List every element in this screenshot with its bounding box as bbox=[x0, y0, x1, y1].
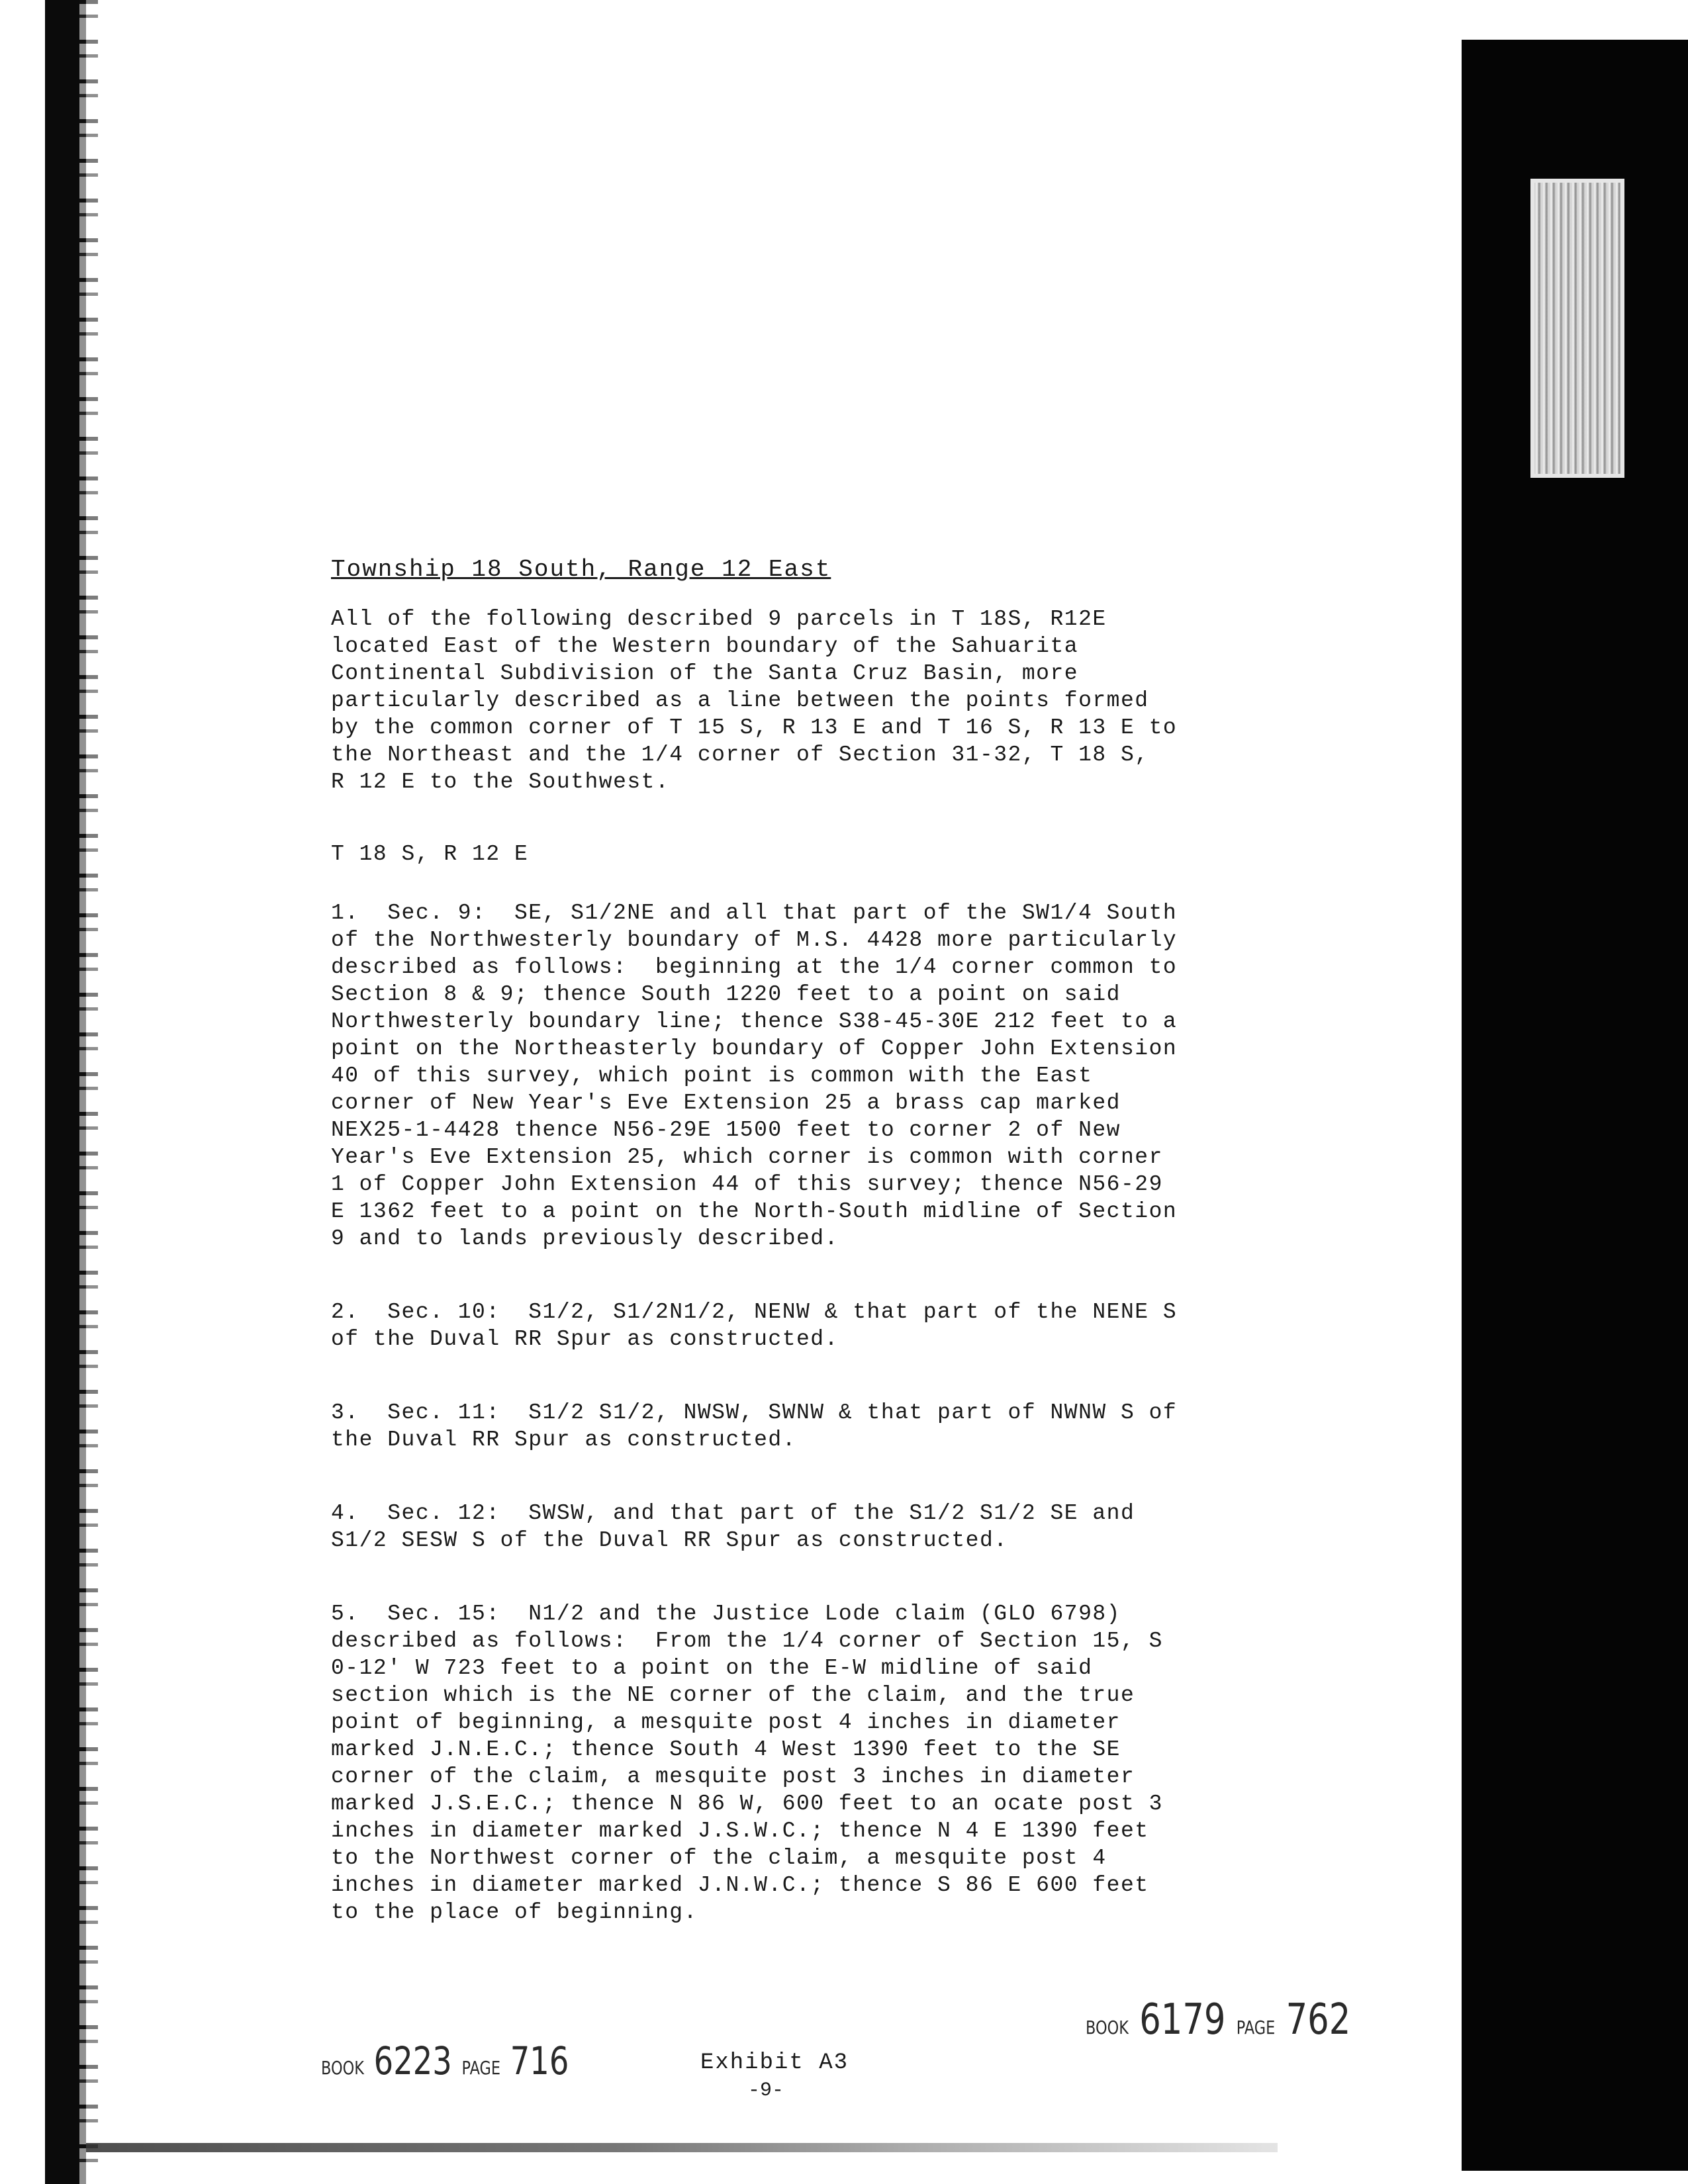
stamp-book-label: BOOK bbox=[1086, 2017, 1129, 2038]
stamp-page-label: PAGE bbox=[1236, 2017, 1276, 2038]
exhibit-label: Exhibit A3 bbox=[700, 2050, 849, 2075]
intro-block bbox=[331, 606, 1324, 796]
parcel-4 bbox=[331, 1500, 1324, 1554]
stamp-book-number: 6223 bbox=[373, 2038, 452, 2083]
stamp-book-label: BOOK bbox=[321, 2057, 364, 2079]
recording-stamp-left bbox=[321, 2038, 569, 2083]
document-body bbox=[331, 556, 1324, 1972]
parcel-2 bbox=[331, 1298, 1324, 1353]
parcel-3 bbox=[331, 1399, 1324, 1453]
parcel-paragraph: 2. Sec. 10: S1/2, S1/2N1/2, NENW & that part of the NENE S of the Duval RR Spur as constructed. bbox=[331, 1300, 1178, 1351]
parcel-5 bbox=[331, 1600, 1324, 1926]
section-heading: Township 18 South, Range 12 East bbox=[331, 556, 831, 583]
stamp-page-number: 716 bbox=[510, 2038, 569, 2083]
stamp-page-number: 762 bbox=[1286, 1995, 1351, 2044]
recording-stamp-right bbox=[1086, 1995, 1350, 2044]
stamp-page-label: PAGE bbox=[461, 2057, 501, 2079]
parcel-paragraph: 1. Sec. 9: SE, S1/2NE and all that part of the SW1/4 South of the Northwesterly boundary of M.S. 4428 more particularly described as follows: beginning at the 1/4 corner common to Section 8 & 9; thence South 1220 feet to a point on said Northwesterly boundary line; thence S38-45-30E 212 feet to a point on the Northeasterly boundary of Copper John Extension 40 of this survey, which point is common with the East corner of New Year's Eve Extension 25 a brass cap marked NEX25-1-4428 thence N56-29E 1500 feet to corner 2 of New Year's Eve Extension 25, which corner is common with corner 1 of Copper John Extension 44 of this survey; thence N56-29 E 1362 feet to a point on the North-South midline of Section 9 and to lands previously described. bbox=[331, 901, 1178, 1251]
scan-left-edge-fray bbox=[79, 0, 98, 2184]
tract-label: T 18 S, R 12 E bbox=[331, 842, 529, 866]
page-number: -9- bbox=[748, 2079, 784, 2102]
scan-bottom-edge bbox=[86, 2143, 1278, 2152]
stamp-book-number: 6179 bbox=[1139, 1995, 1226, 2044]
parcel-paragraph: 5. Sec. 15: N1/2 and the Justice Lode claim (GLO 6798) described as follows: From the 1/4 corner of Section 15, S 0-12' W 723 feet to a point on the E-W midline of said section which is the NE corner of the claim, and the true point of beginning, a mesquite post 4 inches in diameter marked J.N.E.C.; thence South 4 West 1390 feet to the SE corner of the claim, a mesquite post 3 inches in diameter marked J.S.E.C.; thence N 86 W, 600 feet to an ocate post 3 inches in diameter marked J.S.W.C.; thence N 4 E 1390 feet to the Northwest corner of the claim, a mesquite post 4 inches in diameter marked J.N.W.C.; thence S 86 E 600 feet to the place of beginning. bbox=[331, 1602, 1163, 1925]
intro-paragraph: All of the following described 9 parcels in T 18S, R12E located East of the Western boundary of the Sahuarita Continental Subdivision of the Santa Cruz Basin, more particularly described as a line between the points formed by the common corner of T 15 S, R 13 E and T 16 S, R 13 E to the Northeast and the 1/4 corner of Section 31-32, T 18 S, R 12 E to the Southwest. bbox=[331, 607, 1178, 794]
binder-clip bbox=[1530, 179, 1624, 478]
parcel-1 bbox=[331, 899, 1324, 1252]
parcel-paragraph: 4. Sec. 12: SWSW, and that part of the S1/2 S1/2 SE and S1/2 SESW S of the Duval RR Spur as constructed. bbox=[331, 1501, 1135, 1553]
parcel-paragraph: 3. Sec. 11: S1/2 S1/2, NWSW, SWNW & that part of NWNW S of the Duval RR Spur as constructed. bbox=[331, 1400, 1178, 1452]
